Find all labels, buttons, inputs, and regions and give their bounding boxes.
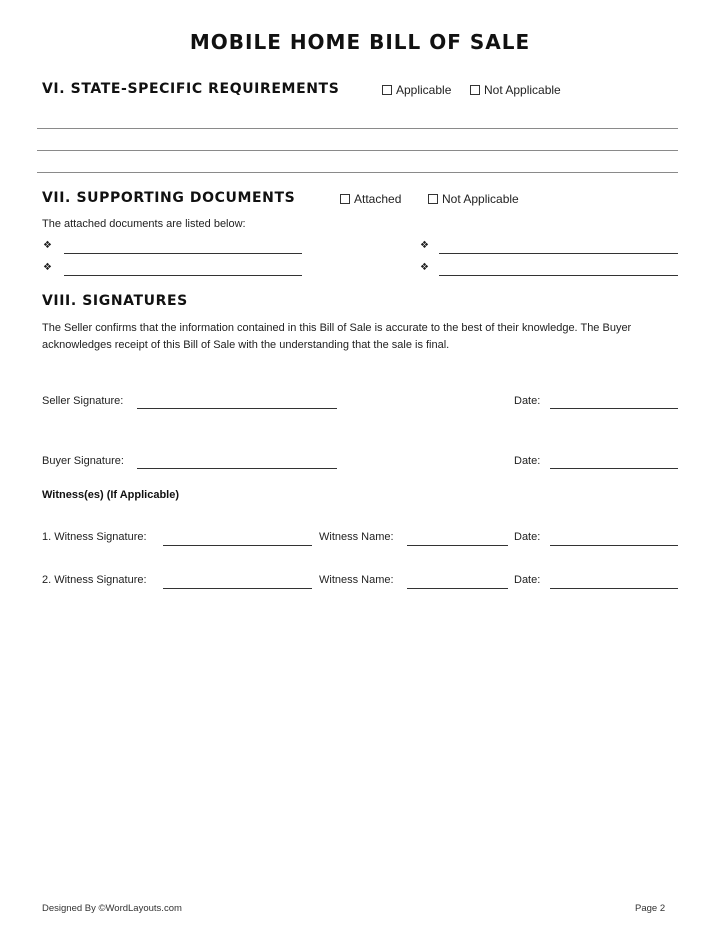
footer-credit: Designed By ©WordLayouts.com bbox=[42, 903, 182, 914]
section-vii-heading: VII. SUPPORTING DOCUMENTS bbox=[42, 190, 296, 206]
seller-date-label: Date: bbox=[514, 395, 541, 407]
section-viii-heading: VIII. SIGNATURES bbox=[42, 293, 188, 309]
checkbox-icon bbox=[340, 194, 350, 204]
attached-label: Attached bbox=[354, 192, 402, 206]
witness-1-name-line[interactable] bbox=[407, 545, 508, 546]
witness-2-name-line[interactable] bbox=[407, 588, 508, 589]
section-vi-heading: VI. STATE-SPECIFIC REQUIREMENTS bbox=[42, 81, 340, 97]
witness-1-date-line[interactable] bbox=[550, 545, 678, 546]
bullet-icon: ❖ bbox=[420, 262, 429, 273]
requirements-line-2[interactable] bbox=[37, 150, 678, 151]
witness-2-signature-label: 2. Witness Signature: bbox=[42, 574, 147, 586]
document-line-1[interactable] bbox=[64, 253, 302, 254]
witness-2-name-label: Witness Name: bbox=[319, 574, 394, 586]
checkbox-icon bbox=[428, 194, 438, 204]
page-number: Page 2 bbox=[635, 903, 666, 914]
witness-1-name-label: Witness Name: bbox=[319, 531, 394, 543]
requirements-line-1[interactable] bbox=[37, 128, 678, 129]
bullet-icon: ❖ bbox=[420, 240, 429, 251]
document-title: MOBILE HOME BILL OF SALE bbox=[189, 30, 531, 54]
document-line-4[interactable] bbox=[439, 275, 678, 276]
bullet-icon: ❖ bbox=[43, 240, 52, 251]
docs-not-applicable-checkbox[interactable] bbox=[428, 192, 519, 206]
witness-1-signature-label: 1. Witness Signature: bbox=[42, 531, 147, 543]
applicable-checkbox[interactable] bbox=[382, 83, 451, 97]
witness-2-date-label: Date: bbox=[514, 574, 541, 586]
not-applicable-checkbox[interactable] bbox=[470, 83, 561, 97]
witness-1-date-label: Date: bbox=[514, 531, 541, 543]
witness-heading: Witness(es) (If Applicable) bbox=[42, 489, 180, 501]
document-line-3[interactable] bbox=[439, 253, 678, 254]
checkbox-icon bbox=[470, 85, 480, 95]
not-applicable-label: Not Applicable bbox=[484, 83, 561, 97]
buyer-date-label: Date: bbox=[514, 455, 541, 467]
attached-checkbox[interactable] bbox=[340, 192, 401, 206]
signature-statement: The Seller confirms that the information contained in this Bill of Sale is accurate to the best of their knowledge. The Buyer acknowledges receipt of this Bill of Sale with the understanding that the sale is final. bbox=[42, 322, 632, 351]
docs-not-applicable-label: Not Applicable bbox=[442, 192, 519, 206]
requirements-line-3[interactable] bbox=[37, 172, 678, 173]
seller-signature-label: Seller Signature: bbox=[42, 395, 124, 407]
witness-2-date-line[interactable] bbox=[550, 588, 678, 589]
documents-intro: The attached documents are listed below: bbox=[42, 218, 246, 230]
bullet-icon: ❖ bbox=[43, 262, 52, 273]
applicable-label: Applicable bbox=[396, 83, 452, 97]
buyer-date-line[interactable] bbox=[550, 468, 678, 469]
seller-signature-line[interactable] bbox=[137, 408, 337, 409]
checkbox-icon bbox=[382, 85, 392, 95]
witness-1-signature-line[interactable] bbox=[163, 545, 312, 546]
buyer-signature-line[interactable] bbox=[137, 468, 337, 469]
buyer-signature-label: Buyer Signature: bbox=[42, 455, 124, 467]
document-line-2[interactable] bbox=[64, 275, 302, 276]
seller-date-line[interactable] bbox=[550, 408, 678, 409]
witness-2-signature-line[interactable] bbox=[163, 588, 312, 589]
